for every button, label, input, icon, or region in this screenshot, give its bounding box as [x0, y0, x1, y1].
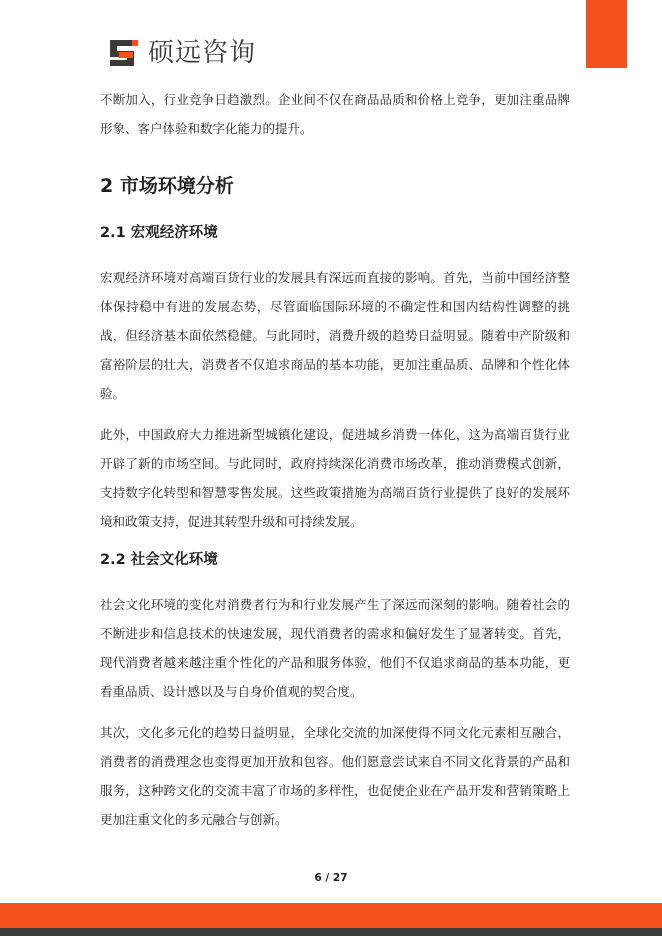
section-heading-market-environment: 2 市场环境分析: [100, 175, 234, 197]
brand-name: 硕远咨询: [148, 38, 257, 68]
brand-logo: [108, 36, 256, 70]
paragraph-macro-economy-2: 此外，中国政府大力推进新型城镇化建设，促进城乡消费一体化，这为高端百货行业开辟了新的市场空间。与此同时，政府持续深化消费市场改革，推动消费模式创新，支持数字化转型和智慧零售发展。这些政策措施为高端百货行业提供了良好的发展环境和政策支持，促进其转型升级和可持续发展。: [100, 427, 570, 529]
paragraph-social-culture-1: 社会文化环境的变化对消费者行为和行业发展产生了深远而深刻的影响。随着社会的不断进步和信息技术的快速发展，现代消费者的需求和偏好发生了显著转变。首先，现代消费者越来越注重个性化的产品和服务体验，他们不仅追求商品的基本功能，更看重品质、设计感以及与自身价值观的契合度。: [100, 597, 570, 699]
footer-dark-band: [0, 928, 662, 936]
subsection-heading-social-culture: 2.2 社会文化环境: [100, 552, 218, 568]
corner-accent-tab: [586, 0, 627, 68]
footer-accent-band: [0, 903, 662, 928]
page-number: 6 / 27: [314, 872, 348, 884]
paragraph-macro-economy-1: 宏观经济环境对高端百货行业的发展具有深远而直接的影响。首先，当前中国经济整体保持稳中有进的发展态势，尽管面临国际环境的不确定性和国内结构性调整的挑战，但经济基本面依然稳健。与此同时，消费升级的趋势日益明显。随着中产阶级和富裕阶层的壮大，消费者不仅追求商品的基本功能，更加注重品质、品牌和个性化体验。: [100, 270, 570, 401]
brand-mark-icon: [108, 38, 140, 68]
intro-paragraph: 不断加入，行业竞争日趋激烈。企业间不仅在商品品质和价格上竞争，更加注重品牌形象、客户体验和数字化能力的提升。: [100, 92, 570, 136]
paragraph-social-culture-2: 其次，文化多元化的趋势日益明显，全球化交流的加深使得不同文化元素相互融合，消费者的消费理念也变得更加开放和包容。他们愿意尝试来自不同文化背景的产品和服务，这种跨文化的交流丰富了市场的多样性，也促使企业在产品开发和营销策略上更加注重文化的多元融合与创新。: [100, 725, 570, 827]
document-body: [100, 85, 570, 846]
subsection-heading-macro-economy: 2.1 宏观经济环境: [100, 225, 218, 241]
